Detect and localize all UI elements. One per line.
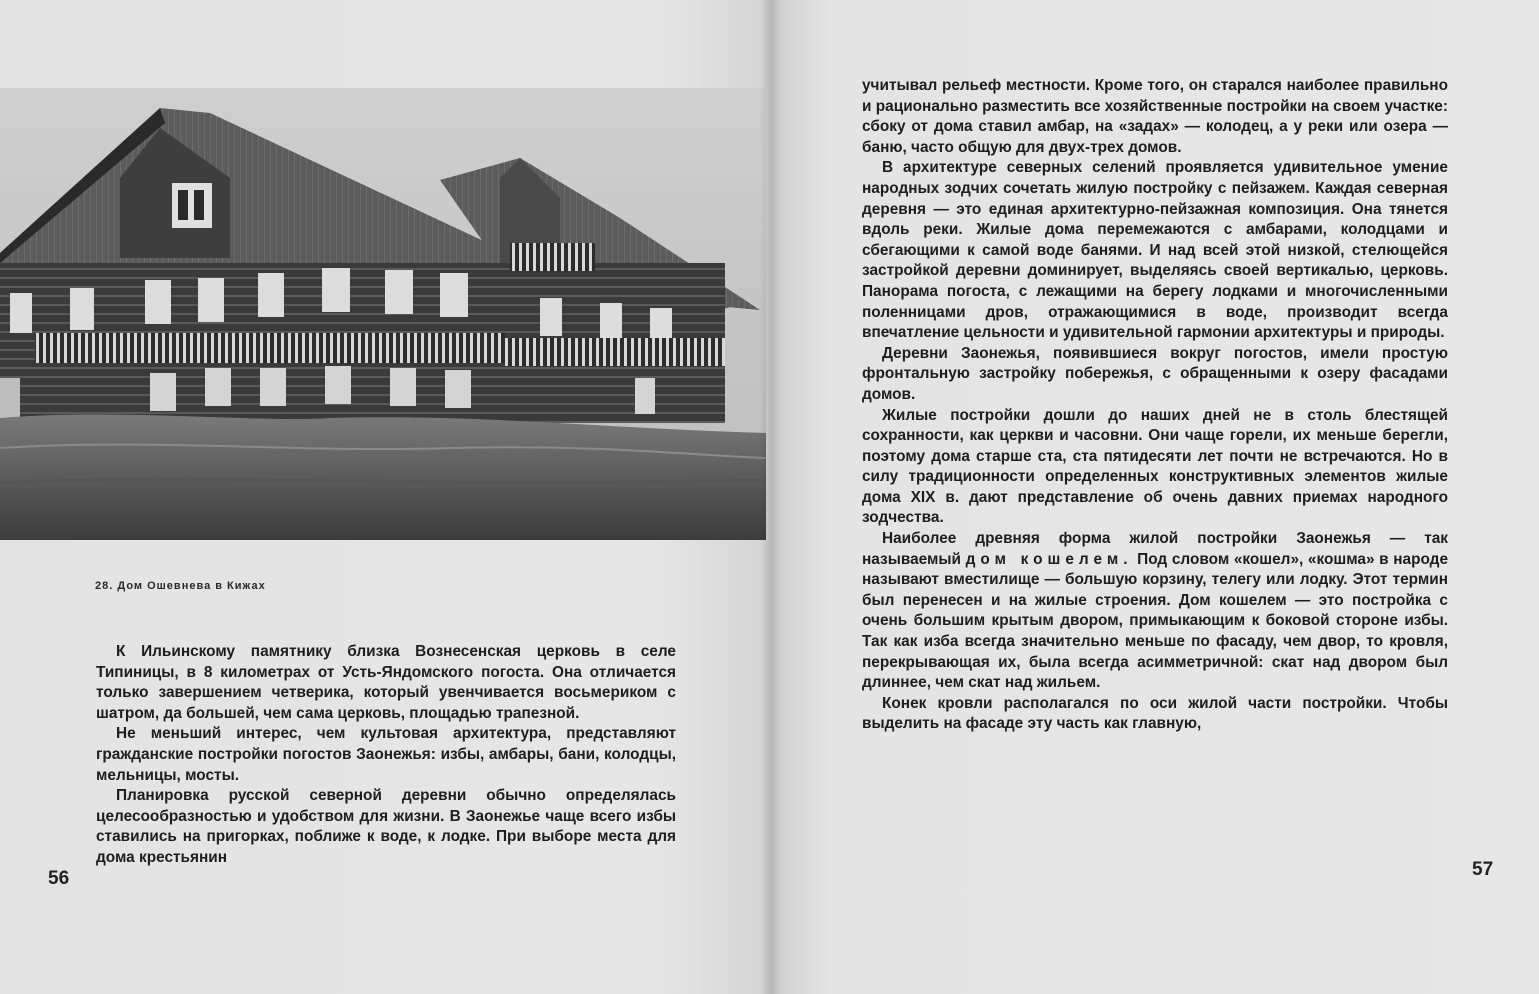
paragraph: Конек кровли располагался по оси жилой части постройки. Чтобы выделить на фасаде эту часть как главную, <box>862 694 1448 733</box>
paragraph: Не меньший интерес, чем культовая архитектура, представляют гражданские постройки погостов Заонежья: избы, амбары, бани, колодцы, мельницы, мосты. <box>96 725 676 784</box>
page-number-right: 57 <box>1472 859 1494 880</box>
text-run: Наиболее древняя форма жилой постройки Заонежья — так называемый <box>862 530 1448 568</box>
text-run: Под словом «кошел», «кошма» в народе называют вместилище — большую корзину, телегу или лодку. Этот термин был перенесен и на жилые строения. Дом кошелем — это постройка с очень большим крытым двором, примыкающим к боковой стороне избы. Так как изба всегда значительно меньше по фасаду, чем двор, то кровля, перекрывающая их, была всегда асимметричной: скат над двором был длиннее, чем скат над жильем. <box>862 550 1449 692</box>
left-page-text <box>96 642 676 869</box>
paragraph: К Ильинскому памятнику близка Вознесенская церковь в селе Типиницы, в 8 километрах от Усть-Яндомского погоста. Она отличается только завершением четверика, который увенчивается восьмериком с шатром, да большей, чем сама церковь, площадью трапезной. <box>96 643 676 722</box>
paragraph: В архитектуре северных селений проявляется удивительное умение народных зодчих сочетать жилую постройку с пейзажем. Каждая северная деревня — это единая архитектурно-пейзажная композиция. Она тянется вдоль реки. Жилые дома перемежаются с амбарами, колодцами и сбегающими к самой воде банями. И над всей этой низкой, стелющейся застройкой деревни доминирует, выделяясь своей вертикалью, церковь. Панорама погоста, с лежащими на берегу лодками и многочисленными поленницами дров, отражающимися в воде, производит всегда впечатление цельности и удивительной гармонии архитектуры и природы. <box>862 159 1448 342</box>
paragraph: Деревни Заонежья, появившиеся вокруг погостов, имели простую фронтальную застройку побережья, с обращенными к озеру фасадами домов. <box>862 344 1448 403</box>
house-photo <box>0 88 766 540</box>
paragraph: Планировка русской северной деревни обычно определялась целесообразностью и удобством для жизни. В Заонежье чаще всего избы ставились на пригорках, поближе к воде, к лодке. При выборе места для дома крестьянин <box>96 787 676 866</box>
right-page-text <box>862 76 1448 735</box>
paragraph <box>862 529 1448 694</box>
paragraph: учитывал рельеф местности. Кроме того, он старался наиболее правильно и рационально разместить все хозяйственные постройки на своем участке: сбоку от дома ставил амбар, на «задах» — колодец, а у реки или озера — баню, часто общую для двух-трех домов. <box>862 77 1448 156</box>
book-gutter <box>760 0 782 994</box>
photo-caption: 28. Дом Ошевнева в Кижах <box>95 580 266 592</box>
spaced-term: дом кошелем. <box>965 550 1133 568</box>
page-number-left: 56 <box>48 868 70 889</box>
paragraph: Жилые постройки дошли до наших дней не в столь блестящей сохранности, как церкви и часовни. Они чаще горели, их меньше берегли, поэтому дома старше ста, ста пятидесяти лет почти не встречаются. Но в силу традиционности определенных конструктивных элементов жилые дома XIX в. дают представление об очень давних приемах народного зодчества. <box>862 406 1448 527</box>
